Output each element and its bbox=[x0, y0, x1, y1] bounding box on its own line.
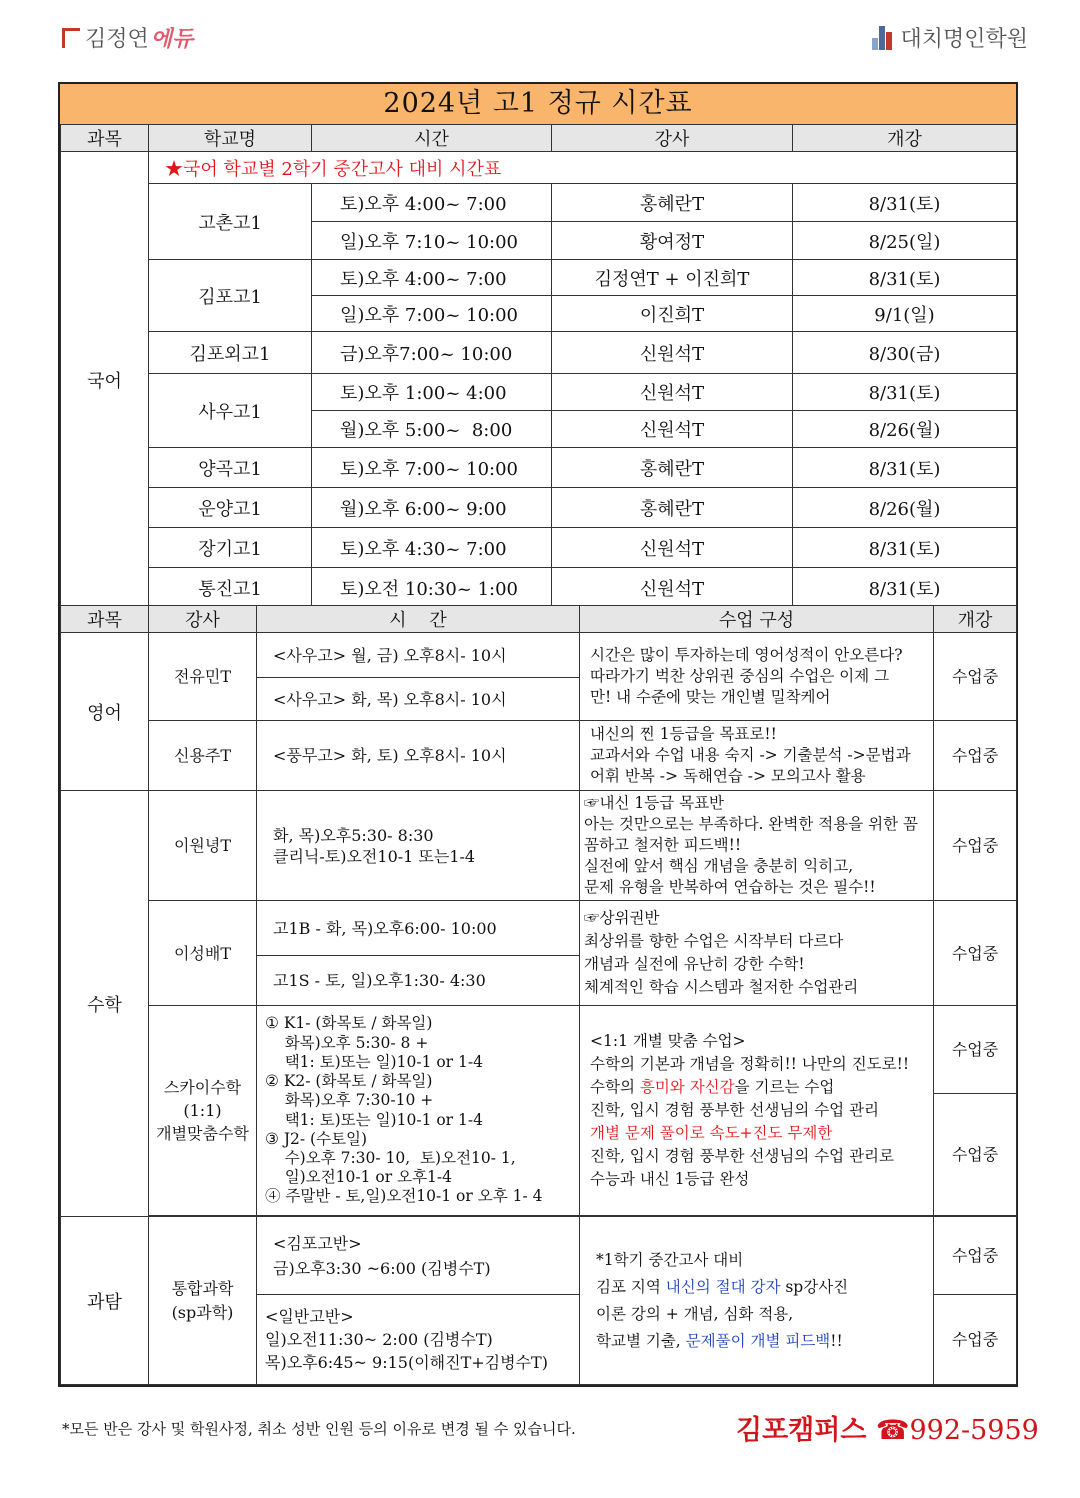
header-subject: 과목 bbox=[61, 606, 149, 633]
korean-notice: ★국어 학교별 2학기 중간고사 대비 시간표 bbox=[149, 152, 1017, 184]
start-date: 8/31(토) bbox=[793, 260, 1017, 296]
time-line: ③ J2- (수토일) bbox=[265, 1129, 368, 1148]
start-date: 8/31(토) bbox=[793, 448, 1017, 488]
desc-line bbox=[590, 1076, 933, 1099]
logo-left-name: 김정연 bbox=[85, 27, 149, 52]
teacher-name: 신원석T bbox=[552, 374, 793, 411]
start-date: 8/31(토) bbox=[793, 184, 1017, 222]
time-line: ② K2- (화목토 / 화목일) bbox=[265, 1072, 433, 1091]
desc-line: 꼼하고 철저한 피드백!! bbox=[584, 836, 742, 854]
teacher-line: 스카이수학 bbox=[163, 1078, 242, 1097]
teacher-name bbox=[149, 1006, 257, 1216]
subject-math: 수학 bbox=[61, 791, 149, 1217]
time-line: 클리닉-토)오전10-1 또는1-4 bbox=[273, 846, 476, 866]
desc-line: *1학기 중간고사 대비 bbox=[596, 1250, 744, 1269]
class-time bbox=[257, 791, 580, 901]
class-time: 토)오후 4:00~ 7:00 bbox=[312, 184, 552, 222]
footer-note: *모든 반은 강사 및 학원사정, 취소 성반 인원 등의 이유로 변경 될 수 있습니다. bbox=[62, 1420, 576, 1438]
class-time: 고1B - 화, 목)오후6:00- 10:00 bbox=[257, 901, 580, 956]
teacher-name: 신원석T bbox=[552, 568, 793, 609]
table-row bbox=[61, 448, 1017, 488]
time-line: <김포고반> bbox=[273, 1233, 362, 1253]
time-line: 수)오후 7:30- 10, 토)오전10- 1, bbox=[265, 1148, 516, 1167]
desc-line: <1:1 개별 맞춤 수업> bbox=[590, 1032, 746, 1050]
time-line: 금)오후3:30 ~6:00 (김병수T) bbox=[273, 1258, 491, 1278]
desc-line: 내신의 찐 1등급을 목표로!! bbox=[590, 725, 777, 743]
teacher-name: 신원석T bbox=[552, 332, 793, 374]
class-time: <사우고> 월, 금) 오후8시- 10시 bbox=[257, 633, 580, 678]
start-status: 수업중 bbox=[934, 791, 1017, 901]
start-status: 수업중 bbox=[934, 721, 1017, 791]
time-line: 일)오전10-1 or 오후1-4 bbox=[265, 1168, 452, 1187]
logo-mark-icon bbox=[62, 28, 80, 48]
class-time bbox=[257, 1295, 580, 1385]
phone-number: 992-5959 bbox=[909, 1415, 1039, 1446]
teacher-name: 신용주T bbox=[149, 721, 257, 791]
logo-left-suffix: 에듀 bbox=[150, 27, 194, 52]
campus-name: 김포캠퍼스 bbox=[736, 1415, 867, 1446]
start-date: 8/25(일) bbox=[793, 222, 1017, 260]
teacher-name: 이진희T bbox=[552, 296, 793, 332]
class-time: 고1S - 토, 일)오후1:30- 4:30 bbox=[257, 956, 580, 1006]
class-time bbox=[257, 1217, 580, 1295]
time-line: 택1: 토)또는 일)10-1 or 1-4 bbox=[265, 1052, 483, 1071]
school-name: 고촌고1 bbox=[149, 184, 312, 260]
desc-line: 시간은 많이 투자하는데 영어성적이 안오른다? bbox=[590, 646, 903, 664]
class-time: <풍무고> 화, 토) 오후8시- 10시 bbox=[257, 721, 580, 791]
table-row bbox=[61, 488, 1017, 528]
desc-line: 따라가기 벅찬 상위권 중심의 수업은 이제 그 bbox=[590, 667, 890, 685]
teacher-name: 황여정T bbox=[552, 222, 793, 260]
desc-line: 최상위를 향한 수업은 시작부터 다르다 bbox=[584, 932, 844, 950]
desc-line: 만! 내 수준에 맞는 개인별 밀착케어 bbox=[590, 688, 831, 706]
teacher-name: 홍혜란T bbox=[552, 184, 793, 222]
academy-logo-right bbox=[872, 22, 1028, 53]
desc-text: 학교별 기출, bbox=[596, 1331, 686, 1350]
header-start: 개강 bbox=[793, 125, 1017, 152]
time-line: 화, 목)오후5:30- 8:30 bbox=[273, 825, 434, 845]
school-name: 장기고1 bbox=[149, 528, 312, 568]
class-time: 금)오후7:00~ 10:00 bbox=[312, 332, 552, 374]
desc-line: 실전에 앞서 핵심 개념을 충분히 익히고, bbox=[584, 857, 854, 875]
desc-line: 어휘 반복 -> 독해연습 -> 모의고사 활용 bbox=[590, 767, 866, 785]
page-title: 2024년 고1 정규 시간표 bbox=[60, 84, 1016, 126]
desc-line: 교과서와 수업 내용 숙지 -> 기출분석 ->문법과 bbox=[590, 746, 911, 764]
start-date: 8/31(토) bbox=[793, 528, 1017, 568]
desc-line: 수능과 내신 1등급 완성 bbox=[590, 1170, 750, 1188]
time-line: <일반고반> bbox=[265, 1307, 354, 1326]
start-status: 수업중 bbox=[934, 633, 1017, 721]
class-time: 월)오후 5:00~ 8:00 bbox=[312, 411, 552, 448]
class-time: 일)오후 7:10~ 10:00 bbox=[312, 222, 552, 260]
header-school: 학교명 bbox=[149, 125, 312, 152]
teacher-name: 전유민T bbox=[149, 633, 257, 721]
desc-text: sp강사진 bbox=[780, 1277, 849, 1296]
korean-timetable bbox=[60, 124, 1017, 609]
school-name: 김포고1 bbox=[149, 260, 312, 332]
start-date: 8/30(금) bbox=[793, 332, 1017, 374]
desc-line: 진학, 입시 경험 풍부한 선생님의 수업 관리 bbox=[590, 1101, 880, 1119]
others-header-row bbox=[61, 606, 1017, 633]
teacher-name: 김정연T + 이진희T bbox=[552, 260, 793, 296]
korean-header-row bbox=[61, 125, 1017, 152]
header-teacher: 강사 bbox=[552, 125, 793, 152]
desc-line: 수학의 기본과 개념을 정확히!! 나만의 진도로!! bbox=[590, 1055, 910, 1073]
subject-english: 영어 bbox=[61, 633, 149, 791]
desc-line: 이론 강의 + 개념, 심화 적용, bbox=[596, 1304, 794, 1323]
start-status: 수업중 bbox=[934, 1295, 1017, 1385]
time-line: 택1: 토)또는 일)10-1 or 1-4 bbox=[265, 1110, 483, 1129]
desc-line: 개념과 실전에 유난히 강한 수학! bbox=[584, 955, 805, 973]
header-subject: 과목 bbox=[61, 125, 149, 152]
start-date: 8/26(월) bbox=[793, 411, 1017, 448]
class-time: 토)오후 4:30~ 7:00 bbox=[312, 528, 552, 568]
desc-line: 진학, 입시 경험 풍부한 선생님의 수업 관리로 bbox=[590, 1147, 895, 1165]
desc-text: 김포 지역 bbox=[596, 1277, 666, 1296]
building-icon bbox=[872, 26, 894, 50]
class-time: <사우고> 화, 목) 오후8시- 10시 bbox=[257, 678, 580, 721]
teacher-line: 통합과학 bbox=[171, 1278, 234, 1298]
school-name: 사우고1 bbox=[149, 374, 312, 448]
desc-text: 을 기르는 수업 bbox=[734, 1078, 835, 1096]
desc-highlight: 개별 문제 풀이로 속도+진도 무제한 bbox=[590, 1124, 833, 1142]
start-date: 9/1(일) bbox=[793, 296, 1017, 332]
desc-text: !! bbox=[830, 1331, 843, 1350]
start-date: 8/31(토) bbox=[793, 374, 1017, 411]
logo-right-name: 대치명인학원 bbox=[900, 27, 1028, 52]
time-line: 화목)오후 5:30- 8 + bbox=[265, 1033, 429, 1052]
subject-science: 과탐 bbox=[61, 1217, 149, 1385]
start-date: 8/26(월) bbox=[793, 488, 1017, 528]
teacher-line: (1:1) bbox=[183, 1101, 222, 1120]
class-time: 월)오후 6:00~ 9:00 bbox=[312, 488, 552, 528]
school-name: 운양고1 bbox=[149, 488, 312, 528]
timetable-sheet bbox=[58, 82, 1018, 1387]
teacher-name: 홍혜란T bbox=[552, 448, 793, 488]
class-time: 토)오전 10:30~ 1:00 bbox=[312, 568, 552, 609]
course-description bbox=[580, 633, 934, 721]
desc-line: 체계적인 학습 시스템과 철저한 수업관리 bbox=[584, 978, 859, 996]
table-row bbox=[61, 568, 1017, 609]
teacher-line: (sp과학) bbox=[171, 1302, 234, 1322]
time-line: ① K1- (화목토 / 화목일) bbox=[265, 1014, 433, 1033]
desc-line: ☞내신 1등급 목표반 bbox=[584, 794, 725, 812]
table-row bbox=[61, 184, 1017, 222]
class-time: 토)오후 1:00~ 4:00 bbox=[312, 374, 552, 411]
table-row bbox=[61, 332, 1017, 374]
course-description bbox=[580, 1006, 934, 1216]
teacher-name: 이성배T bbox=[149, 901, 257, 1006]
desc-highlight: 흥미와 자신감 bbox=[639, 1078, 735, 1096]
class-time: 토)오후 7:00~ 10:00 bbox=[312, 448, 552, 488]
table-row bbox=[61, 260, 1017, 296]
start-status: 수업중 bbox=[934, 1006, 1017, 1094]
other-subjects-timetable bbox=[60, 605, 1017, 1385]
start-status: 수업중 bbox=[934, 901, 1017, 1006]
desc-text: 수학의 bbox=[590, 1078, 640, 1096]
class-time: 토)오후 4:00~ 7:00 bbox=[312, 260, 552, 296]
teacher-name bbox=[149, 1217, 257, 1385]
header-time: 시 간 bbox=[257, 606, 580, 633]
teacher-name: 신원석T bbox=[552, 411, 793, 448]
subject-korean: 국어 bbox=[61, 152, 149, 609]
school-name: 통진고1 bbox=[149, 568, 312, 609]
header-teacher: 강사 bbox=[149, 606, 257, 633]
course-description bbox=[580, 1217, 934, 1385]
desc-highlight: 내신의 절대 강자 bbox=[665, 1277, 781, 1296]
academy-logo-left bbox=[62, 22, 193, 53]
table-row bbox=[61, 528, 1017, 568]
start-status: 수업중 bbox=[934, 1094, 1017, 1216]
desc-line: 문제 유형을 반복하여 연습하는 것은 필수!! bbox=[584, 878, 876, 896]
time-line: 목)오후6:45~ 9:15(이해진T+김병수T) bbox=[265, 1353, 548, 1372]
time-line: ④ 주말반 - 토,일)오전10-1 or 오후 1- 4 bbox=[265, 1187, 543, 1206]
desc-line bbox=[596, 1274, 933, 1301]
teacher-name: 홍혜란T bbox=[552, 488, 793, 528]
class-time: 일)오후 7:00~ 10:00 bbox=[312, 296, 552, 332]
teacher-name: 이원녕T bbox=[149, 791, 257, 901]
header-time: 시간 bbox=[312, 125, 552, 152]
course-description bbox=[580, 721, 934, 791]
desc-line: ☞상위권반 bbox=[584, 909, 660, 927]
desc-line bbox=[596, 1328, 933, 1355]
school-name: 양곡고1 bbox=[149, 448, 312, 488]
school-name: 김포외고1 bbox=[149, 332, 312, 374]
header-start: 개강 bbox=[934, 606, 1017, 633]
start-date: 8/31(토) bbox=[793, 568, 1017, 609]
table-row bbox=[61, 374, 1017, 411]
campus-contact bbox=[736, 1408, 1039, 1447]
class-time bbox=[257, 1006, 580, 1216]
time-line: 화목)오후 7:30-10 + bbox=[265, 1091, 434, 1110]
course-description bbox=[580, 791, 934, 901]
teacher-name: 신원석T bbox=[552, 528, 793, 568]
header-course: 수업 구성 bbox=[580, 606, 934, 633]
time-line: 일)오전11:30~ 2:00 (김병수T) bbox=[265, 1330, 493, 1349]
course-description bbox=[580, 901, 934, 1006]
teacher-line: 개별맞춤수학 bbox=[156, 1124, 249, 1143]
desc-highlight: 문제풀이 개별 피드백 bbox=[685, 1331, 831, 1350]
start-status: 수업중 bbox=[934, 1217, 1017, 1295]
phone-icon: ☎ bbox=[875, 1415, 910, 1446]
desc-line: 아는 것만으로는 부족하다. 완벽한 적용을 위한 꼼 bbox=[584, 815, 918, 833]
